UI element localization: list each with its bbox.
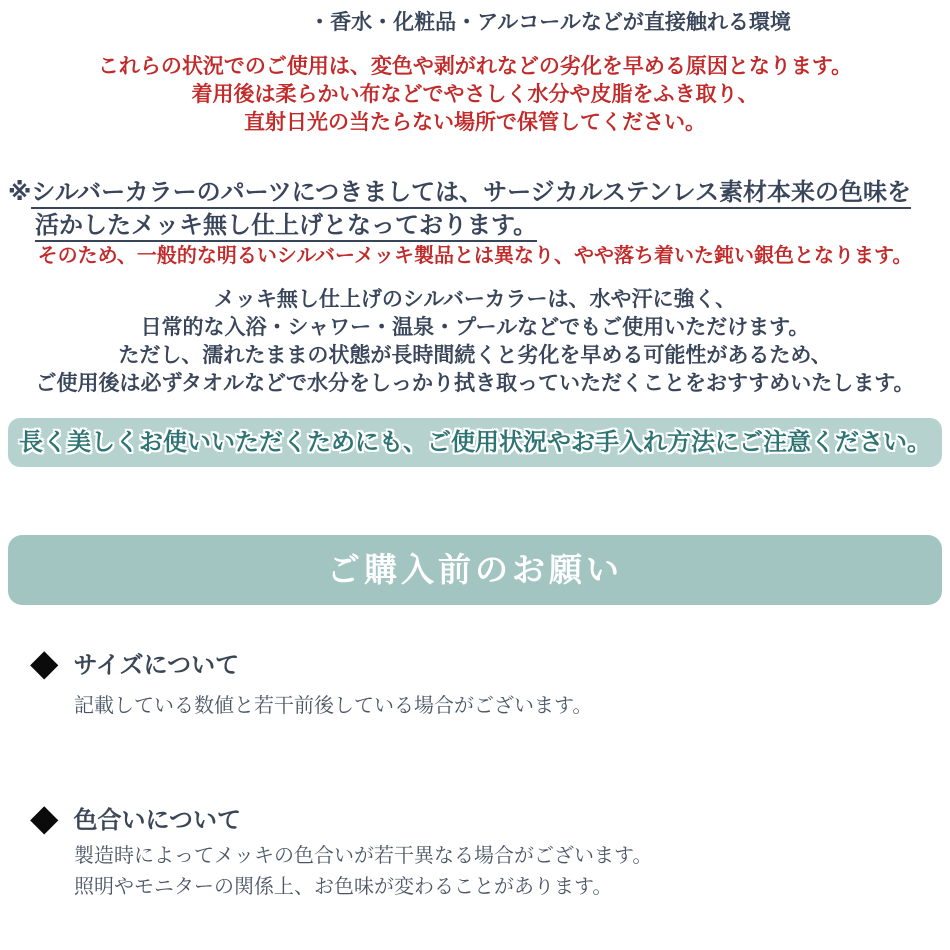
color-section-line: 製造時によってメッキの色合いが若干異なる場合がございます。 [74, 845, 653, 867]
size-section-body [74, 691, 592, 722]
care-warning-line: これらの状況でのご使用は、変色や剥がれなどの劣化を早める原因となります。 [97, 55, 853, 78]
silver-note-line [8, 209, 942, 242]
note-asterisk-marker: ※ [8, 179, 32, 206]
silver-note-underlined-text: シルバーカラーのパーツにつきましては、サージカルステンレス素材本来の色味を [31, 179, 911, 209]
purchase-notice-header: ご購入前のお願い [8, 535, 942, 605]
size-section-heading [30, 640, 240, 684]
size-section-heading-text: サイズについて [73, 652, 240, 679]
color-section-heading [30, 795, 241, 839]
color-section-body [74, 841, 652, 903]
silver-color-detail: そのため、一般的な明るいシルバーメッキ製品とは異なり、やや落ち着いた鈍い銀色となります。 [37, 245, 913, 267]
silver-note-line [8, 176, 942, 209]
silver-color-note [8, 176, 942, 242]
silver-note-underlined-text: 活かしたメッキ無し仕上げとなっております。 [35, 212, 537, 242]
plating-info-line: ただし、濡れたままの状態が長時間続くと劣化を早める可能性があるため、 [118, 344, 832, 367]
color-section-heading-text: 色合いについて [73, 807, 241, 834]
plating-info-line: ご使用後は必ずタオルなどで水分をしっかり拭き取っていただくことをおすすめいたします。 [35, 372, 915, 395]
plating-info-line: 日常的な入浴・シャワー・温泉・プールなどでもご使用いただけます。 [140, 316, 810, 339]
environment-condition-line: ・香水・化粧品・アルコールなどが直接触れる環境 [309, 11, 791, 34]
care-warning-line: 着用後は柔らかい布などでやさしく水分や皮脂をふき取り、 [191, 83, 759, 106]
care-warning-block [0, 53, 950, 137]
diamond-bullet-icon: ◆ [30, 795, 59, 839]
diamond-bullet-icon: ◆ [30, 640, 59, 684]
care-warning-line: 直射日光の当たらない場所で保管してください。 [244, 111, 706, 134]
plating-info-line: メッキ無し仕上げのシルバーカラーは、水や汗に強く、 [213, 288, 737, 311]
size-section-line: 記載している数値と若干前後している場合がございます。 [74, 695, 593, 717]
plating-info-block [0, 286, 950, 398]
color-section-line: 照明やモニターの関係上、お色味が変わることがあります。 [74, 876, 613, 898]
care-highlight-banner [8, 418, 942, 467]
care-highlight-banner-text: 長く美しくお使いいただくためにも、ご使用状況やお手入れ方法にご注意ください。 [19, 429, 931, 456]
